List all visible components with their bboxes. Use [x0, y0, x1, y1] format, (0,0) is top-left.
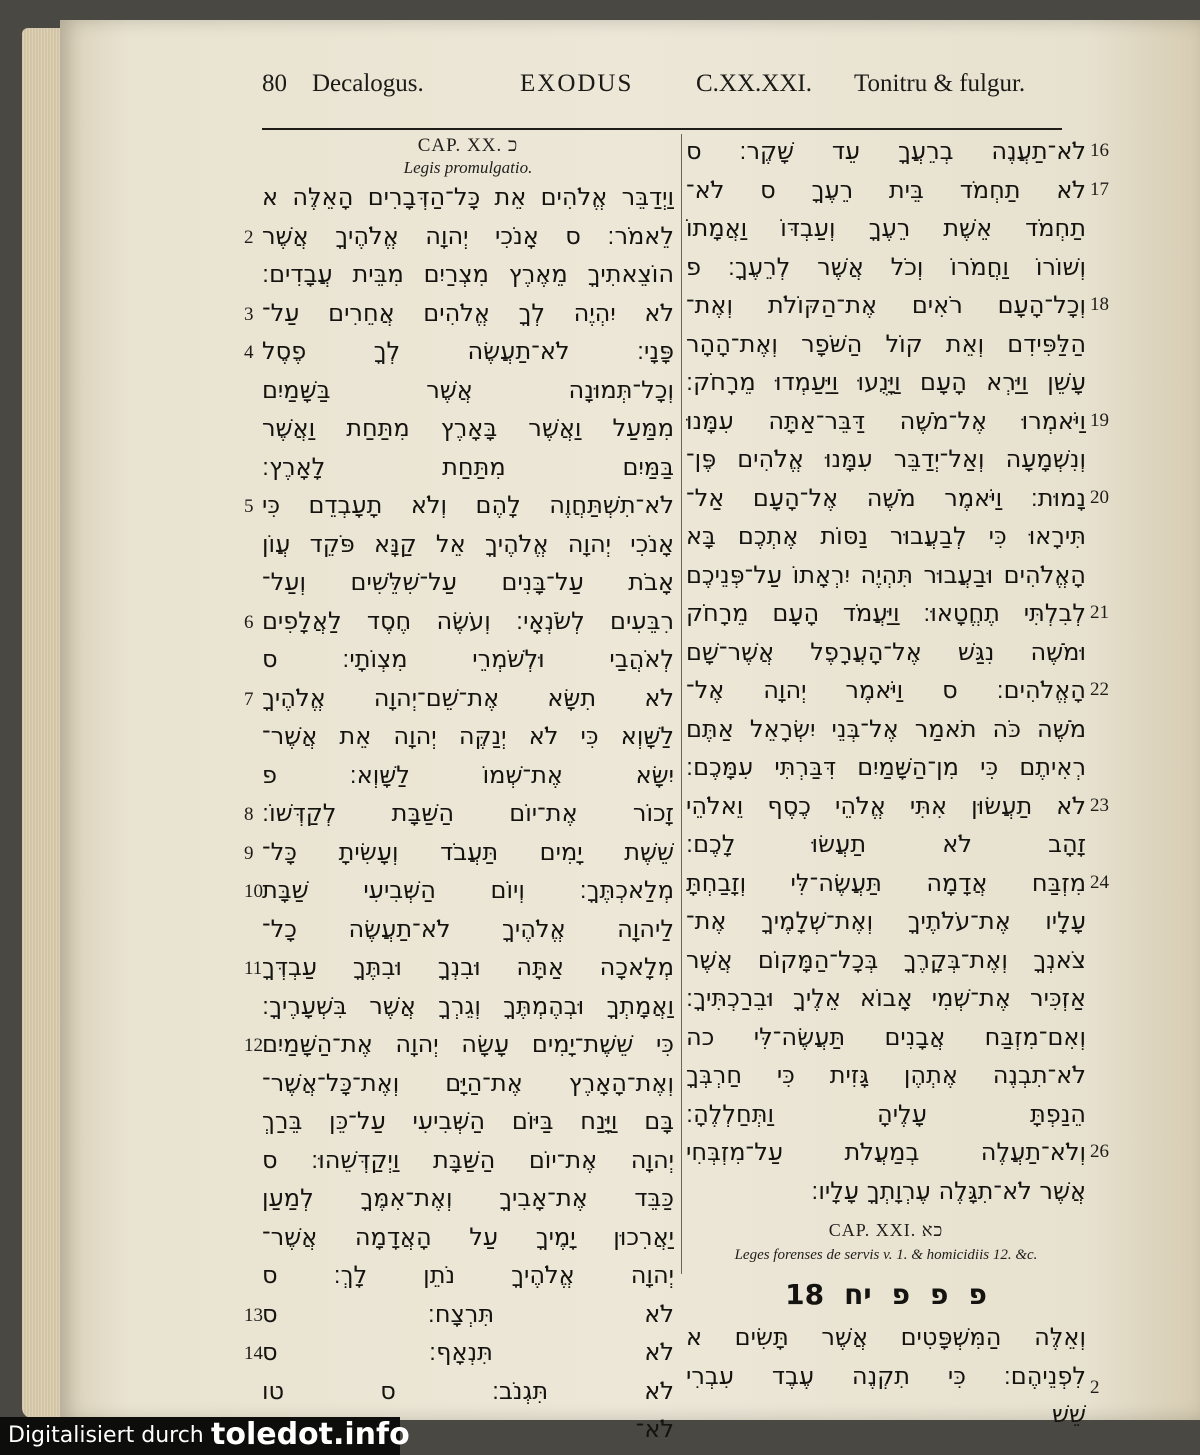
- text-line: יִשָּׂא אֶת־שְׁמוֹ לַשָּׁוְא׃ פ: [262, 760, 674, 789]
- text-line: הוֹצֵאתִיךָ מֵאֶרֶץ מִצְרַיִם מִבֵּית עֲבָדִים׃: [262, 260, 674, 288]
- text-line: אֲשֶׁר לֹא־תִגָּלֶה עֶרְוָתְךָ עָלָיו׃: [811, 1176, 1086, 1205]
- left-running-title: Decalogus.: [312, 70, 424, 97]
- verse-number: 5: [244, 496, 254, 517]
- text-line: וּמֹשֶׁה נִגַּשׁ אֶל־הָעֲרָפֶל אֲשֶׁר־שָׁם: [686, 637, 1086, 666]
- text-line: וְאֶת־הָאָרֶץ אֶת־הַיָּם וְאֶת־כָּל־אֲשֶׁר־: [262, 1068, 674, 1097]
- chapter-subtitle-xxi: Leges forenses de servis v. 1. & homicidiis 12. &c.: [734, 1247, 1038, 1263]
- text-line: צֹאנְךָ וְאֶת־בְּקָרֶךָ בְּכָל־הַמָּקוֹם אֲשֶׁר: [686, 945, 1086, 974]
- text-line: לִפְנֵיהֶם׃ כִּי תִקְנֶה עֶבֶד עִבְרִי: [686, 1361, 1086, 1390]
- text-line: יְהוָה אֶת־יוֹם הַשַּׁבָּת וַיְקַדְּשֵׁהוּ׃ ס: [262, 1145, 674, 1174]
- verse-number: 3: [244, 303, 254, 325]
- verse-number: 18: [1090, 294, 1109, 315]
- text-line: וְנִשְׁמָעָה וְאַל־יְדַבֵּר עִמָּנוּ אֱלֹהִים פֶּן־: [686, 445, 1086, 473]
- running-header: [200, 70, 1060, 110]
- text-line: לֹא־תַעֲנֶה בְרֵעֲךָ עֵד שָׁקֶר׃ ס: [686, 137, 1086, 165]
- right-text-lines-after: [686, 1318, 1086, 1434]
- text-line: הַלַּפִּידִם וְאֵת קוֹל הַשֹּׁפָר וְאֶת־הָהָר: [686, 329, 1086, 358]
- text-line: וְכָל־הָעָם רֹאִים אֶת־הַקּוֹלֹת וְאֶת־: [686, 291, 1086, 319]
- parasha-mark: יח: [844, 1278, 872, 1311]
- text-line: וַיֹּאמְרוּ אֶל־מֹשֶׁה דַּבֵּר־אַתָּה עִמָּנוּ: [686, 406, 1086, 435]
- text-line: הָאֱלֹהִים׃ ס וַיֹּאמֶר יְהוָה אֶל־: [686, 676, 1086, 704]
- parasha-mark: פ: [930, 1278, 949, 1311]
- text-line: מִזְבַּח אֲדָמָה תַּעֲשֶׂה־לִּי וְזָבַחְתָּ: [686, 868, 1086, 897]
- text-line: שֵׁשֶׁת יָמִים תַּעֲבֹד וְעָשִׂיתָ כָּל־: [262, 837, 674, 866]
- verse-number: 24: [1090, 871, 1109, 893]
- chapter-range: C.XX.XXI.: [696, 70, 812, 97]
- text-line: וְכָל־תְּמוּנָה אֲשֶׁר בַּשָּׁמַיִם: [262, 375, 674, 404]
- text-line: לֹא־: [635, 1415, 674, 1443]
- text-line: לֹא תִשָּׂא אֶת־שֵׁם־יְהוָה אֱלֹהֶיךָ: [262, 683, 674, 712]
- text-line: אָבֹת עַל־בָּנִים עַל־שִׁלֵּשִׁים וְעַל־: [262, 568, 674, 596]
- text-line: לֹא תִּגְנֹב׃ ס טו: [262, 1376, 674, 1405]
- chapter-heading: CAP. XX. כ: [417, 135, 519, 156]
- chapter-subtitle: Legis promulgatio.: [403, 158, 533, 177]
- text-line: לֹא תִּרְצָח׃ ס: [262, 1299, 674, 1328]
- text-line: בָּם וַיָּנַח בַּיּוֹם הַשְּׁבִיעִי עַל־כֵּן בֵּרַךְ: [262, 1107, 674, 1135]
- verse-number: 12: [244, 1035, 263, 1056]
- text-line: כַּבֵּד אֶת־אָבִיךָ וְאֶת־אִמֶּךָ לְמַעַן: [262, 1184, 674, 1212]
- text-line: מְלַאכְתֶּךָ׃ וְיוֹם הַשְּׁבִיעִי שַׁבָּת: [262, 876, 674, 904]
- verse-number: 11: [244, 958, 263, 979]
- text-line: בַּמַּיִם מִתַּחַת לָאָרֶץ׃: [262, 452, 674, 481]
- verse-number: 20: [1090, 486, 1109, 508]
- book-title: EXODUS: [520, 70, 634, 97]
- column-divider: [681, 134, 682, 1274]
- left-text-lines: [262, 178, 674, 1449]
- text-line: זָכוֹר אֶת־יוֹם הַשַּׁבָּת לְקַדְּשׁוֹ׃: [262, 799, 674, 827]
- text-line: שֵׁשׁ: [1051, 1400, 1086, 1428]
- verse-number: 26: [1090, 1141, 1109, 1162]
- text-line: מֹשֶׁה כֹּה תֹאמַר אֶל־בְּנֵי יִשְׂרָאֵל אַתֶּם: [686, 714, 1086, 743]
- verse-number: 10: [244, 881, 263, 902]
- text-line: עָלָיו אֶת־עֹלֹתֶיךָ וְאֶת־שְׁלָמֶיךָ אֶת־: [686, 907, 1086, 935]
- verse-number: 8: [244, 804, 254, 825]
- text-line: לֹא־תִבְנֶה אֶתְהֶן גָּזִית כִּי חַרְבְּךָ: [686, 1061, 1086, 1089]
- verse-number: 6: [244, 611, 254, 633]
- text-line: לֹא תַחְמֹד בֵּית רֵעֶךָ ס לֹא־: [686, 175, 1086, 204]
- text-line: לֹא־תִשְׁתַּחֲוֶה לָהֶם וְלֹא תָעָבְדֵם כִּי: [262, 491, 674, 519]
- text-line: וְאִם־מִזְבַּח אֲבָנִים תַּעֲשֶׂה־לִּי כה: [686, 1022, 1086, 1051]
- watermark-prefix: Digitalisiert durch: [8, 1423, 204, 1448]
- text-line: כִּי שֵׁשֶׁת־יָמִים עָשָׂה יְהוָה אֶת־הַשָּׁמַיִם: [262, 1030, 674, 1058]
- text-line: וַיְדַבֵּר אֱלֹהִים אֵת כָּל־הַדְּבָרִים הָאֵלֶּה א: [262, 183, 674, 211]
- watermark-site: toledot.info: [211, 1417, 410, 1452]
- text-line: הָאֱלֹהִים וּבַעֲבוּר תִּהְיֶה יִרְאָתוֹ עַל־פְּנֵיכֶם: [686, 560, 1086, 589]
- text-line: מְלָאכָה אַתָּה וּבִנְךָ וּבִתֶּךָ עַבְדְּךָ: [262, 953, 674, 981]
- text-line: וְאֵלֶּה הַמִּשְׁפָּטִים אֲשֶׁר תָּשִׂים א: [686, 1323, 1086, 1351]
- parasha-marks: [686, 1272, 1086, 1318]
- verse-number: 2: [244, 226, 254, 248]
- parasha-mark: פ: [891, 1278, 911, 1311]
- verse-number: 9: [244, 842, 254, 864]
- parasha-mark: 18: [785, 1278, 825, 1311]
- text-line: וְלֹא־תַעֲלֶה בְמַעֲלֹת עַל־מִזְבְּחִי: [686, 1138, 1086, 1166]
- verse-number: 17: [1090, 178, 1109, 200]
- text-line: אָנֹכִי יְהוָה אֱלֹהֶיךָ אֵל קַנָּא פֹּקֵד עֲוֹן: [262, 529, 674, 558]
- text-line: לֹא יִהְיֶה לְךָ אֱלֹהִים אֲחֵרִים עַל־: [262, 298, 674, 327]
- verse-number: 2: [1090, 1376, 1100, 1398]
- verse-number: 19: [1090, 409, 1109, 431]
- text-line: לְאֹהֲבַי וּלְשֹׁמְרֵי מִצְוֺתָי׃ ס: [262, 645, 674, 673]
- verse-number: 4: [244, 342, 254, 363]
- text-line: עָשֵׁן וַיַּרְא הָעָם וַיָּנֻעוּ וַיַּעַמְדוּ מֵרָחֹק׃: [686, 368, 1086, 396]
- watermark: [0, 1417, 410, 1455]
- text-line: פָּנָי׃ לֹא־תַעֲשֶׂה לְךָ פֶסֶל: [262, 337, 674, 365]
- right-column: [686, 132, 1109, 1434]
- text-line: יַאֲרִכוּן יָמֶיךָ עַל הָאֲדָמָה אֲשֶׁר־: [262, 1222, 674, 1251]
- text-line: לֵאמֹר׃ ס אָנֹכִי יְהוָה אֱלֹהֶיךָ אֲשֶׁר: [262, 221, 674, 250]
- verse-number: 14: [244, 1343, 263, 1364]
- text-line: תִּירָאוּ כִּי לְבַעֲבוּר נַסּוֹת אֶתְכֶם בָּא: [686, 522, 1086, 550]
- text-line: תַחְמֹד אֵשֶׁת רֵעֶךָ וְעַבְדּוֹ וַאֲמָתוֹ: [686, 214, 1086, 242]
- text-line: לַיהוָה אֱלֹהֶיךָ לֹא־תַעֲשֶׂה כָל־: [262, 914, 674, 943]
- verse-number: 13: [244, 1304, 263, 1326]
- text-line: נָמוּת׃ וַיֹּאמֶר מֹשֶׁה אֶל־הָעָם אַל־: [686, 483, 1086, 512]
- verse-number: 22: [1090, 679, 1109, 700]
- text-line: זָהָב לֹא תַעֲשׂוּ לָכֶם׃: [686, 830, 1086, 858]
- text-line: וְשׁוֹרוֹ וַחֲמֹרוֹ וְכֹל אֲשֶׁר לְרֵעֶךָ׃ פ: [686, 252, 1086, 281]
- text-line: אַזְכִּיר אֶת־שְׁמִי אָבוֹא אֵלֶיךָ וּבֵרַכְתִּיךָ׃: [686, 984, 1086, 1012]
- chapter-heading-xxi: CAP. XXI. כא: [828, 1220, 944, 1240]
- text-line: לֹא תַעֲשׂוּן אִתִּי אֱלֹהֵי כֶסֶף וֵאלֹהֵי: [686, 791, 1086, 820]
- header-rule: [262, 128, 1062, 130]
- text-line: וַאֲמָתְךָ וּבְהֶמְתֶּךָ וְגֵרְךָ אֲשֶׁר בִּשְׁעָרֶיךָ׃: [262, 991, 674, 1020]
- left-column: [244, 134, 674, 1449]
- text-line: רִבֵּעִים לְשֹׂנְאָי׃ וְעֹשֶׂה חֶסֶד לַאֲלָפִים: [262, 606, 674, 635]
- text-line: יְהוָה אֱלֹהֶיךָ נֹתֵן לָךְ׃ ס: [262, 1261, 674, 1289]
- right-running-title: Tonitru & fulgur.: [854, 70, 1026, 97]
- verse-number: 23: [1090, 794, 1109, 816]
- text-line: לַשָּׁוְא כִּי לֹא יְנַקֶּה יְהוָה אֵת אֲשֶׁר־: [262, 722, 674, 750]
- text-line: לֹא תִּנְאָף׃ ס: [262, 1338, 674, 1366]
- verse-number: 16: [1090, 140, 1109, 161]
- text-line: לְבִלְתִּי תֶחֱטָאוּ׃ וַיַּעֲמֹד הָעָם מֵרָחֹק: [686, 599, 1086, 627]
- right-text-lines: [686, 132, 1086, 1210]
- verse-number: 21: [1090, 602, 1109, 623]
- text-line: הֵנַפְתָּ עָלֶיהָ וַתְּחַלְלֶהָ׃: [686, 1099, 1086, 1128]
- verse-number: 7: [244, 688, 254, 710]
- parasha-mark: פ: [968, 1278, 987, 1311]
- text-line: רְאִיתֶם כִּי מִן־הַשָּׁמַיִם דִּבַּרְתִּי עִמָּכֶם׃: [686, 753, 1086, 781]
- text-line: מִמַּעַל וַאֲשֶׁר בָּאָרֶץ מִתַּחַת וַאֲשֶׁר: [262, 414, 674, 442]
- page-number: 80: [262, 70, 287, 97]
